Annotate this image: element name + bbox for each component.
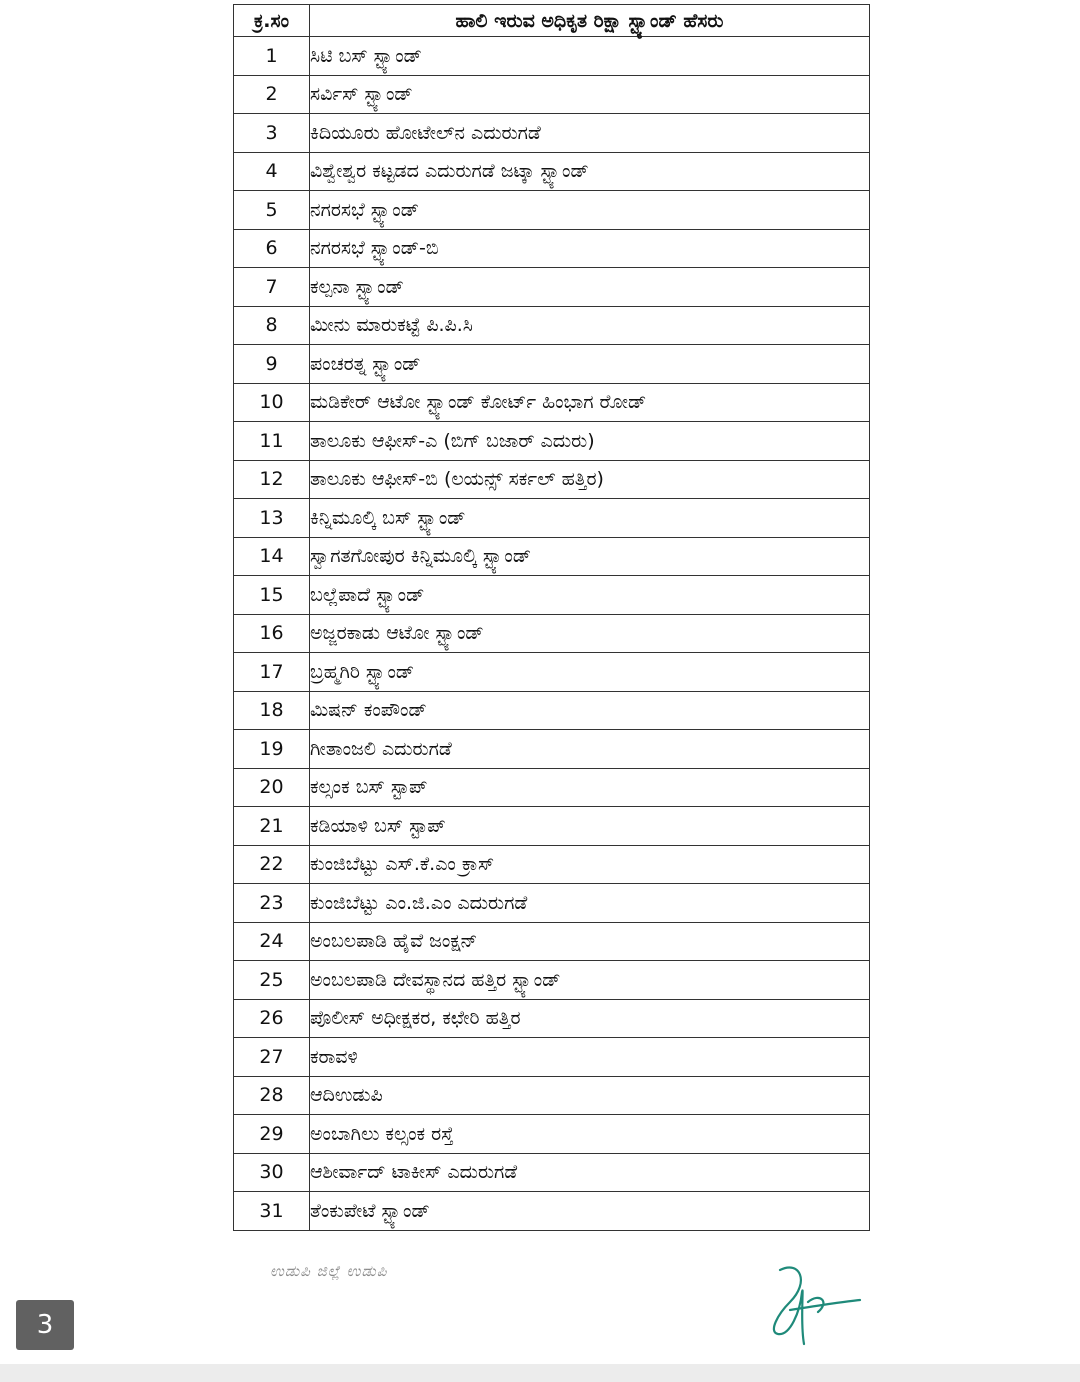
serial-number-cell: 6	[234, 229, 310, 268]
serial-number-cell: 18	[234, 691, 310, 730]
serial-number-cell: 11	[234, 422, 310, 461]
table-row	[234, 460, 870, 499]
serial-number-cell: 27	[234, 1038, 310, 1077]
serial-number-cell: 20	[234, 768, 310, 807]
serial-number-cell: 16	[234, 614, 310, 653]
table-row	[234, 768, 870, 807]
serial-number-cell: 12	[234, 460, 310, 499]
table-row	[234, 961, 870, 1000]
stand-name-cell: ತಾಲೂಕು ಆಫೀಸ್-ಬಿ (ಲಯನ್ಸ್ ಸರ್ಕಲ್ ಹತ್ತಿರ)	[310, 460, 870, 499]
stand-name-cell: ನಗರಸಭೆ ಸ್ಟ್ಯಾಂಡ್-ಬಿ	[310, 229, 870, 268]
table-row	[234, 922, 870, 961]
stand-name-cell: ಕಲ್ಸಂಕ ಬಸ್ ಸ್ಟಾಪ್	[310, 768, 870, 807]
header-serial-number: ಕ್ರ.ಸಂ	[234, 5, 310, 37]
table-row	[234, 1076, 870, 1115]
serial-number-cell: 13	[234, 499, 310, 538]
serial-number-cell: 8	[234, 306, 310, 345]
page-number-badge[interactable]: 3	[16, 1300, 74, 1350]
table-row	[234, 614, 870, 653]
table-row	[234, 37, 870, 76]
table-row	[234, 268, 870, 307]
stand-name-cell: ನಗರಸಭೆ ಸ್ಟ್ಯಾಂಡ್	[310, 191, 870, 230]
stand-name-cell: ಅಂಬಲಪಾಡಿ ದೇವಸ್ಥಾನದ ಹತ್ತಿರ ಸ್ಟ್ಯಾಂಡ್	[310, 961, 870, 1000]
stand-name-cell: ಸಿಟಿ ಬಸ್ ಸ್ಟ್ಯಾಂಡ್	[310, 37, 870, 76]
stand-name-cell: ತೆಂಕುಪೇಟೆ ಸ್ಟ್ಯಾಂಡ್	[310, 1192, 870, 1231]
serial-number-cell: 22	[234, 845, 310, 884]
serial-number-cell: 28	[234, 1076, 310, 1115]
stand-name-cell: ಮಿಷನ್ ಕಂಪೌಂಡ್	[310, 691, 870, 730]
serial-number-cell: 10	[234, 383, 310, 422]
table-header-row	[234, 5, 870, 37]
stand-name-cell: ಕಿದಿಯೂರು ಹೋಟೇಲ್‌ನ ಎದುರುಗಡೆ	[310, 114, 870, 153]
stand-name-cell: ಗೀತಾಂಜಲಿ ಎದುರುಗಡೆ	[310, 730, 870, 769]
stand-name-cell: ಬಲ್ಲೆಪಾದೆ ಸ್ಟ್ಯಾಂಡ್	[310, 576, 870, 615]
stand-name-cell: ಬ್ರಹ್ಮಗಿರಿ ಸ್ಟ್ಯಾಂಡ್	[310, 653, 870, 692]
table-row	[234, 75, 870, 114]
serial-number-cell: 15	[234, 576, 310, 615]
serial-number-cell: 26	[234, 999, 310, 1038]
table-row	[234, 653, 870, 692]
table-row	[234, 345, 870, 384]
serial-number-cell: 7	[234, 268, 310, 307]
serial-number-cell: 23	[234, 884, 310, 923]
table-body	[234, 37, 870, 1231]
stand-name-cell: ಆಶೀರ್ವಾದ್ ಟಾಕೀಸ್ ಎದುರುಗಡೆ	[310, 1153, 870, 1192]
stand-name-cell: ಪಂಚರತ್ನ ಸ್ಟ್ಯಾಂಡ್	[310, 345, 870, 384]
table-row	[234, 191, 870, 230]
serial-number-cell: 17	[234, 653, 310, 692]
serial-number-cell: 19	[234, 730, 310, 769]
serial-number-cell: 9	[234, 345, 310, 384]
table-row	[234, 576, 870, 615]
serial-number-cell: 2	[234, 75, 310, 114]
stand-name-cell: ಅಜ್ಜರಕಾಡು ಆಟೋ ಸ್ಟ್ಯಾಂಡ್	[310, 614, 870, 653]
table-row	[234, 884, 870, 923]
serial-number-cell: 1	[234, 37, 310, 76]
office-stamp: ಉಡುಪಿ ಜಿಲ್ಲೆ ಉಡುಪಿ	[270, 1262, 388, 1280]
stand-name-cell: ಕುಂಜಿಬೆಟ್ಟು ಎಸ್.ಕೆ.ಎಂ ಕ್ರಾಸ್	[310, 845, 870, 884]
table-row	[234, 999, 870, 1038]
table-row	[234, 1153, 870, 1192]
serial-number-cell: 24	[234, 922, 310, 961]
signature	[760, 1262, 870, 1352]
serial-number-cell: 25	[234, 961, 310, 1000]
stand-name-cell: ಕರಾವಳಿ	[310, 1038, 870, 1077]
table-row	[234, 152, 870, 191]
table-row	[234, 730, 870, 769]
stand-name-cell: ಕಡಿಯಾಳಿ ಬಸ್ ಸ್ಟಾಪ್	[310, 807, 870, 846]
table-row	[234, 807, 870, 846]
serial-number-cell: 30	[234, 1153, 310, 1192]
table-row	[234, 1115, 870, 1154]
table-row	[234, 383, 870, 422]
stand-name-cell: ಕಿನ್ನಿಮೂಲ್ಕಿ ಬಸ್ ಸ್ಟ್ಯಾಂಡ್	[310, 499, 870, 538]
table-row	[234, 691, 870, 730]
table-row	[234, 229, 870, 268]
stand-name-cell: ಮಡಿಕೇರ್ ಆಟೋ ಸ್ಟ್ಯಾಂಡ್ ಕೋರ್ಟ್ ಹಿಂಭಾಗ ರೋಡ್	[310, 383, 870, 422]
stand-name-cell: ಆದಿಉಡುಪಿ	[310, 1076, 870, 1115]
header-stand-name: ಹಾಲಿ ಇರುವ ಅಧಿಕೃತ ರಿಕ್ಷಾ ಸ್ಟ್ಯಾಂಡ್ ಹೆಸರು	[310, 5, 870, 37]
table-row	[234, 499, 870, 538]
table-row	[234, 114, 870, 153]
serial-number-cell: 4	[234, 152, 310, 191]
table-row	[234, 306, 870, 345]
table-row	[234, 1192, 870, 1231]
stand-name-cell: ಕಲ್ಪನಾ ಸ್ಟ್ಯಾಂಡ್	[310, 268, 870, 307]
table-row	[234, 422, 870, 461]
table-row	[234, 537, 870, 576]
serial-number-cell: 3	[234, 114, 310, 153]
stand-name-cell: ವಿಶ್ವೇಶ್ವರ ಕಟ್ಟಡದ ಎದುರುಗಡೆ ಜಟ್ಕಾ ಸ್ಟ್ಯಾಂಡ್	[310, 152, 870, 191]
stand-name-cell: ಸ್ವಾಗತಗೋಪುರ ಕಿನ್ನಿಮೂಲ್ಕಿ ಸ್ಟ್ಯಾಂಡ್	[310, 537, 870, 576]
serial-number-cell: 21	[234, 807, 310, 846]
serial-number-cell: 14	[234, 537, 310, 576]
stand-name-cell: ತಾಲೂಕು ಆಫೀಸ್-ಎ (ಬಿಗ್ ಬಜಾರ್ ಎದುರು)	[310, 422, 870, 461]
serial-number-cell: 29	[234, 1115, 310, 1154]
serial-number-cell: 31	[234, 1192, 310, 1231]
stand-name-cell: ಸರ್ವಿಸ್ ಸ್ಟ್ಯಾಂಡ್	[310, 75, 870, 114]
bottom-bar	[0, 1364, 1080, 1382]
table-row	[234, 845, 870, 884]
table-row	[234, 1038, 870, 1077]
stand-name-cell: ಕುಂಜಿಬೆಟ್ಟು ಎಂ.ಜಿ.ಎಂ ಎದುರುಗಡೆ	[310, 884, 870, 923]
serial-number-cell: 5	[234, 191, 310, 230]
auto-stand-table	[233, 4, 870, 1231]
stand-name-cell: ಅಂಬಾಗಿಲು ಕಲ್ಸಂಕ ರಸ್ತೆ	[310, 1115, 870, 1154]
stand-name-cell: ಪೊಲೀಸ್ ಅಧೀಕ್ಷಕರ, ಕಛೇರಿ ಹತ್ತಿರ	[310, 999, 870, 1038]
stand-name-cell: ಮೀನು ಮಾರುಕಟ್ಟೆ ಪಿ.ಪಿ.ಸಿ	[310, 306, 870, 345]
stand-name-cell: ಅಂಬಲಪಾಡಿ ಹೈವೆ ಜಂಕ್ಷನ್	[310, 922, 870, 961]
